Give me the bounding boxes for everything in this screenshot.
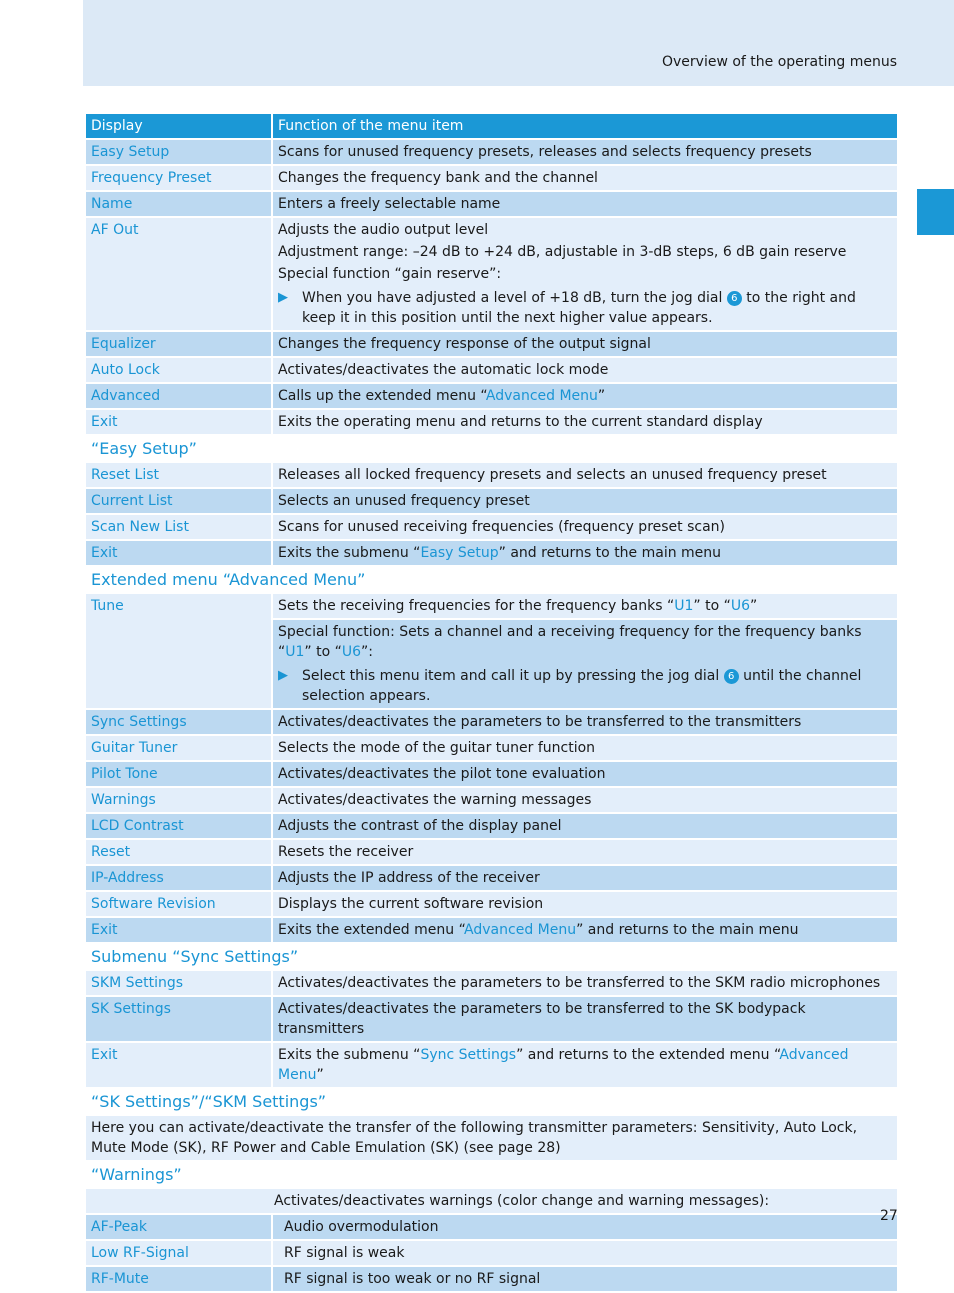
menu-item-name: Name [86,192,271,216]
menu-item-exit: Exit [86,918,271,942]
desc-text: Sets the receiving frequencies for the frequency banks “ [278,598,675,614]
desc-text: ” to “ [304,644,342,660]
table-row [86,866,897,890]
tune-description [273,594,897,618]
table-row [86,489,897,513]
advanced-menu-reference: Advanced Menu [464,922,577,938]
warning-description: RF signal is weak [273,1241,897,1265]
arrow-right-icon: ▶ [278,290,288,305]
table-row [86,892,897,916]
menu-item-af-out: AF Out [86,218,271,330]
tune-special-function [273,620,897,708]
menu-item-sync-settings: Sync Settings [86,710,271,734]
header-band [83,0,954,86]
advanced-menu-reference: Advanced Menu [485,388,598,404]
page-header-title: Overview of the operating menus [661,54,897,70]
warning-rf-mute: RF-Mute [86,1267,271,1291]
instruction-text [302,288,892,328]
menu-item-description [273,384,897,408]
menu-item-description: Resets the receiver [273,840,897,864]
desc-text: Calls up the extended menu “ [278,388,486,404]
menu-item-lcd-contrast: LCD Contrast [86,814,271,838]
table-row [86,463,897,487]
desc-text: Exits the extended menu “ [278,922,465,938]
menu-item-easy-setup: Easy Setup [86,140,271,164]
warning-description: RF signal is too weak or no RF signal [273,1267,897,1291]
table-row [86,192,897,216]
menu-item-skm-settings: SKM Settings [86,971,271,995]
arrow-right-icon: ▶ [278,668,288,683]
section-heading-warnings: “Warnings” [91,1165,182,1184]
menu-item-scan-new-list: Scan New List [86,515,271,539]
chapter-tab [917,189,954,235]
instruction-text-end: until the channel selection appears. [302,668,862,704]
instruction-step [278,666,892,706]
desc-text: ” [750,598,758,614]
menu-item-exit: Exit [86,1043,271,1087]
menu-item-pilot-tone: Pilot Tone [86,762,271,786]
menu-item-description: Activates/deactivates the parameters to be transferred to the SKM radio microphones [273,971,897,995]
instruction-text-start: When you have adjusted a level of +18 dB, turn the jog dial [302,290,723,306]
menu-item-description [273,594,897,708]
af-out-range: Adjustment range: –24 dB to +24 dB, adjustable in 3-dB steps, 6 dB gain reserve [278,244,847,260]
menu-item-description: Selects the mode of the guitar tuner function [273,736,897,760]
section-heading-advanced-menu: Extended menu “Advanced Menu” [91,570,366,589]
menu-item-software-revision: Software Revision [86,892,271,916]
desc-text: ” and returns to the main menu [498,545,722,561]
menu-item-warnings: Warnings [86,788,271,812]
menu-item-description: Activates/deactivates the parameters to be transferred to the SK bodypack transmitters [273,997,897,1041]
column-header-function: Function of the menu item [273,114,897,138]
menu-item-equalizer: Equalizer [86,332,271,356]
menu-item-description: Activates/deactivates the pilot tone evaluation [273,762,897,786]
table-row [86,1241,897,1265]
table-row [86,515,897,539]
menu-item-description: Changes the frequency bank and the channel [273,166,897,190]
table-row [86,788,897,812]
menu-item-description: Enters a freely selectable name [273,192,897,216]
table-row [86,762,897,786]
table-row [86,710,897,734]
menu-item-current-list: Current List [86,489,271,513]
bank-u1: U1 [674,598,694,614]
advanced-menu-reference: Advanced Menu [278,1047,849,1083]
desc-text: ” [316,1067,324,1083]
menu-item-description: Adjusts the contrast of the display panel [273,814,897,838]
table-row [86,997,897,1041]
menu-item-description: Activates/deactivates the warning messages [273,788,897,812]
jog-dial-number-badge: 6 [727,291,742,306]
column-header-display: Display [86,114,271,138]
special-function-text [278,622,892,662]
menu-item-description [273,218,897,330]
menu-item-sk-settings: SK Settings [86,997,271,1041]
menu-item-description: Adjusts the IP address of the receiver [273,866,897,890]
table-row [86,166,897,190]
section-heading-easy-setup: “Easy Setup” [91,439,197,458]
table-row [86,594,897,708]
menu-table [86,114,897,1293]
menu-item-auto-lock: Auto Lock [86,358,271,382]
sk-skm-description: Here you can activate/deactivate the transfer of the following transmitter parameters: Sensitivity, Auto Lock, Mute Mode (SK), RF Power and Cable Emulation (SK) (see page 28) [86,1116,897,1160]
jog-dial-number-badge: 6 [724,669,739,684]
sync-settings-reference: Sync Settings [420,1047,517,1063]
desc-text: Special function: Sets a channel and a receiving frequency for the frequency banks “ [278,624,862,660]
table-row [86,1215,897,1239]
af-out-special: Special function “gain reserve”: [278,266,502,282]
table-row [86,918,897,942]
table-row [86,410,897,434]
table-row [86,971,897,995]
menu-item-description: Releases all locked frequency presets and selects an unused frequency preset [273,463,897,487]
menu-item-description: Activates/deactivates the automatic lock mode [273,358,897,382]
bank-u6: U6 [730,598,751,614]
menu-item-advanced: Advanced [86,384,271,408]
warning-af-peak: AF-Peak [86,1215,271,1239]
desc-text: ” [597,388,606,404]
table-row [86,541,897,565]
desc-text: ” to “ [693,598,731,614]
instruction-text-end: to the right and keep it in this position until the next higher value appears. [302,290,856,326]
desc-text: ”: [361,644,374,660]
table-row [86,1043,897,1087]
menu-item-guitar-tuner: Guitar Tuner [86,736,271,760]
menu-item-exit: Exit [86,541,271,565]
table-row [86,1267,897,1291]
warning-description: Audio overmodulation [273,1215,897,1239]
menu-item-description [273,1043,897,1087]
menu-item-description [273,918,897,942]
table-row [86,736,897,760]
table-row [86,358,897,382]
menu-item-reset-list: Reset List [86,463,271,487]
table-row [86,218,897,330]
desc-text: ” and returns to the extended menu “ [516,1047,780,1063]
instruction-text-start: Select this menu item and call it up by pressing the jog dial [302,668,720,684]
menu-item-description: Displays the current software revision [273,892,897,916]
menu-item-description: Changes the frequency response of the output signal [273,332,897,356]
warning-low-rf-signal: Low RF-Signal [86,1241,271,1265]
menu-item-description: Exits the operating menu and returns to the current standard display [273,410,897,434]
menu-item-reset: Reset [86,840,271,864]
menu-item-exit: Exit [86,410,271,434]
desc-text: Exits the submenu “ [278,545,421,561]
table-row [86,140,897,164]
page-number: 27 [880,1208,898,1224]
table-row [86,814,897,838]
warnings-intro-text: Activates/deactivates warnings (color change and warning messages): [274,1193,770,1209]
af-out-line: Adjusts the audio output level [278,222,489,238]
table-row [86,332,897,356]
menu-item-description: Activates/deactivates the parameters to be transferred to the transmitters [273,710,897,734]
table-row [86,840,897,864]
bank-u6: U6 [341,644,362,660]
warnings-intro [86,1189,897,1213]
desc-text: Exits the submenu “ [278,1047,421,1063]
table-header-row [86,114,897,138]
menu-item-frequency-preset: Frequency Preset [86,166,271,190]
menu-item-ip-address: IP-Address [86,866,271,890]
section-heading-sync-settings: Submenu “Sync Settings” [91,947,299,966]
menu-item-description: Selects an unused frequency preset [273,489,897,513]
easy-setup-reference: Easy Setup [420,545,499,561]
menu-item-description: Scans for unused receiving frequencies (frequency preset scan) [273,515,897,539]
desc-text: ” and returns to the main menu [576,922,799,938]
instruction-text [302,666,892,706]
section-heading-sk-skm-settings: “SK Settings”/“SKM Settings” [91,1092,327,1111]
menu-item-description: Scans for unused frequency presets, releases and selects frequency presets [273,140,897,164]
menu-item-tune: Tune [86,594,271,708]
bank-u1: U1 [285,644,305,660]
instruction-step [278,288,892,328]
table-row [86,384,897,408]
menu-item-description [273,541,897,565]
